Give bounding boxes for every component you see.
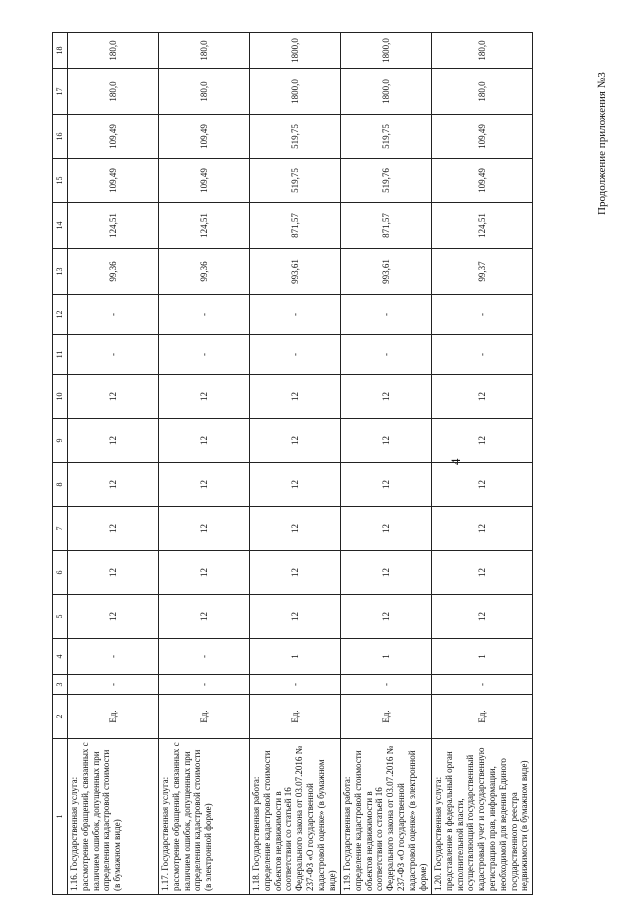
table-cell: Ед. <box>68 695 159 739</box>
table-cell: 12 <box>250 551 341 595</box>
table-cell: 519,75 <box>341 115 432 159</box>
table-cell: 519,75 <box>250 115 341 159</box>
column-header: 2 <box>53 695 68 739</box>
table-cell: 12 <box>341 595 432 639</box>
column-header: 7 <box>53 507 68 551</box>
service-name: 1.16. Государственная услуга: рассмотрение обращений, связанных с наличием ошибок, допущенных при определении кадастровой стоимости (в бумажном виде) <box>68 739 159 895</box>
column-header: 14 <box>53 203 68 249</box>
table-row <box>250 33 341 895</box>
table-cell: 1 <box>250 639 341 675</box>
table-cell: 180,0 <box>159 33 250 69</box>
table-cell: 12 <box>250 595 341 639</box>
table-cell: - <box>159 675 250 695</box>
table-cell: 12 <box>341 463 432 507</box>
table-cell: 12 <box>250 463 341 507</box>
service-name: 1.20. Государственная услуга: представление в федеральный орган исполнительной власти, осуществляющий государственный кадастровый учет и государственную регистрацию прав, информации, необходимой для ведения Единого государственного реестра недвижимости (в бумажном виде) <box>432 739 533 895</box>
table-cell: - <box>250 335 341 375</box>
column-header: 6 <box>53 551 68 595</box>
table-cell: - <box>341 295 432 335</box>
table-cell: - <box>68 639 159 675</box>
column-header: 8 <box>53 463 68 507</box>
table-cell: 109,49 <box>159 159 250 203</box>
table-cell: 109,49 <box>68 115 159 159</box>
table-cell: 12 <box>432 419 533 463</box>
table-cell: 12 <box>341 419 432 463</box>
table-cell: 12 <box>432 595 533 639</box>
table-cell: 12 <box>159 551 250 595</box>
column-header: 3 <box>53 675 68 695</box>
table-cell: Ед. <box>341 695 432 739</box>
table-cell: 1800,0 <box>250 69 341 115</box>
table-cell: 871,57 <box>341 203 432 249</box>
column-header: 4 <box>53 639 68 675</box>
table-cell: 12 <box>250 507 341 551</box>
table-cell: 12 <box>159 595 250 639</box>
table-row <box>68 33 159 895</box>
table-cell: 109,49 <box>432 115 533 159</box>
table-cell: 12 <box>159 507 250 551</box>
table-cell: 519,75 <box>250 159 341 203</box>
table-cell: 1 <box>432 639 533 675</box>
table-cell: 124,51 <box>432 203 533 249</box>
column-number-row <box>53 33 68 895</box>
column-header: 13 <box>53 249 68 295</box>
table-cell: 12 <box>68 375 159 419</box>
table-cell: - <box>68 335 159 375</box>
table-cell: - <box>159 335 250 375</box>
table-cell: - <box>68 295 159 335</box>
table-cell: 12 <box>250 419 341 463</box>
column-header: 11 <box>53 335 68 375</box>
service-name: 1.18. Государственная работа: определение кадастровой стоимости объектов недвижимости в соответствии со статьей 16 Федерального закона от 03.07.2016 № 237-ФЗ «О государственной кадастровой оценке» (в бумажном виде) <box>250 739 341 895</box>
table-cell: 519,76 <box>341 159 432 203</box>
table-cell: 12 <box>68 463 159 507</box>
column-header: 5 <box>53 595 68 639</box>
column-header: 12 <box>53 295 68 335</box>
column-header: 18 <box>53 33 68 69</box>
table-cell: 12 <box>68 551 159 595</box>
services-table <box>52 32 533 895</box>
table-row <box>341 33 432 895</box>
table-row <box>432 33 533 895</box>
table-cell: 99,36 <box>159 249 250 295</box>
table-cell: 1800,0 <box>341 69 432 115</box>
table-cell: 12 <box>432 551 533 595</box>
table-cell: 109,49 <box>432 159 533 203</box>
table-cell: - <box>250 295 341 335</box>
table-cell: 993,61 <box>341 249 432 295</box>
column-header: 9 <box>53 419 68 463</box>
table-cell: 871,57 <box>250 203 341 249</box>
table-cell: 12 <box>341 551 432 595</box>
table-cell: 12 <box>159 463 250 507</box>
table-cell: 12 <box>68 419 159 463</box>
table-cell: 124,51 <box>68 203 159 249</box>
table-cell: 12 <box>159 419 250 463</box>
table-cell: 1800,0 <box>250 33 341 69</box>
table-cell: 12 <box>341 375 432 419</box>
service-name: 1.17. Государственная услуга: рассмотрение обращений, связанных с наличием ошибок, допущенных при определении кадастровой стоимости (в электронной форме) <box>159 739 250 895</box>
table-cell: Ед. <box>250 695 341 739</box>
table-cell: 1 <box>341 639 432 675</box>
table-cell: - <box>159 295 250 335</box>
table-cell: 12 <box>341 507 432 551</box>
table-cell: 124,51 <box>159 203 250 249</box>
table-cell: 109,49 <box>68 159 159 203</box>
appendix-continuation-note: Продолжение приложения №3 <box>596 72 608 215</box>
service-name: 1.19. Государственная работа: определение кадастровой стоимости объектов недвижимости в соответствии со статьей 16 Федерального закона от 03.07.2016 № 237-ФЗ «О государственной кадастровой оценке» (в электронной форме) <box>341 739 432 895</box>
table-cell: 12 <box>159 375 250 419</box>
table-cell: - <box>341 675 432 695</box>
column-header: 10 <box>53 375 68 419</box>
table-cell: 180,0 <box>432 33 533 69</box>
table-cell: Ед. <box>159 695 250 739</box>
table-cell: Ед. <box>432 695 533 739</box>
table-cell: 12 <box>432 507 533 551</box>
table-cell: 180,0 <box>68 69 159 115</box>
table-cell: 12 <box>68 595 159 639</box>
table-cell: 12 <box>432 375 533 419</box>
table-cell: 180,0 <box>68 33 159 69</box>
column-header: 17 <box>53 69 68 115</box>
column-header: 16 <box>53 115 68 159</box>
table-row <box>159 33 250 895</box>
table-cell: 12 <box>68 507 159 551</box>
table-cell: - <box>159 639 250 675</box>
column-header: 15 <box>53 159 68 203</box>
table-cell: 12 <box>432 463 533 507</box>
table-cell: - <box>432 675 533 695</box>
table-cell: 180,0 <box>432 69 533 115</box>
table-cell: - <box>250 675 341 695</box>
table-cell: - <box>341 335 432 375</box>
table-cell: 99,37 <box>432 249 533 295</box>
table-cell: 99,36 <box>68 249 159 295</box>
table-cell: 1800,0 <box>341 33 432 69</box>
table-cell: 12 <box>250 375 341 419</box>
table-cell: 993,61 <box>250 249 341 295</box>
table-cell: - <box>68 675 159 695</box>
table-cell: - <box>432 295 533 335</box>
table-cell: - <box>432 335 533 375</box>
column-header: 1 <box>53 739 68 895</box>
table-cell: 109,49 <box>159 115 250 159</box>
page-number: 4 <box>448 458 463 465</box>
table-cell: 180,0 <box>159 69 250 115</box>
